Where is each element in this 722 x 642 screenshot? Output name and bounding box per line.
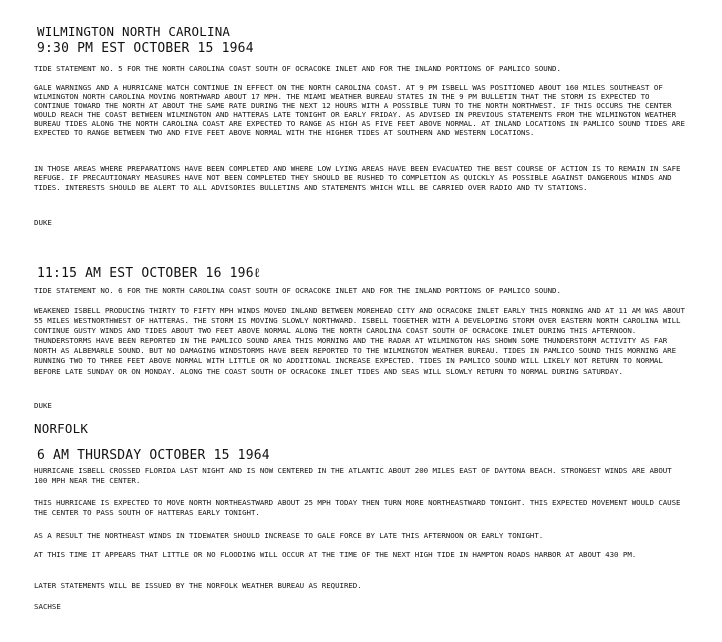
- norfolk-paragraph-4: AT THIS TIME IT APPEARS THAT LITTLE OR NO FLOODING WILL OCCUR AT THE TIME OF THE NEXT HIGH TIDE IN HAMPTON ROADS HARBOR AT ABOUT 430 PM.: [34, 550, 637, 559]
- bulletin-time-2: 11:15 AM EST OCTOBER 16 196ℓ: [37, 266, 261, 281]
- bulletin-time-1: 9:30 PM EST OCTOBER 15 1964: [37, 41, 254, 56]
- bulletin2-paragraph-1: WEAKENED ISBELL PRODUCING THIRTY TO FIFTY MPH WINDS MOVED INLAND BETWEEN MOREHEAD CITY AND OCRACOKE INLET EARLY THIS MORNING AND AT 11 AM WAS ABOUT 55 MILES WESTNORTHWEST OF HATTERAS. THE STORM IS MOVING SLOWLY NORTHWARD. ISBELL TOGETHER WITH A DEVELOPING STORM OVER EASTERN NORTH CAROLINA WILL CONTINUE GUSTY WINDS AND TIDES ABOUT TWO FEET ABOVE NORMAL ALONG THE NORTH CAROLINA COAST SOUTH OF OCRACOKE INLET DURING THIS AFTERNOON. THUNDERSTORMS HAVE BEEN REPORTED IN THE PAMLICO SOUND AREA THIS MORNING AND THE RADAR AT WILMINGTON HAS SHOWN SOME THUNDERSTORM ACTIVITY AS FAR NORTH AS ALBEMARLE SOUND. BUT NO DAMAGING WINDSTORMS HAVE BEEN REPORTED TO THE WILMINGTON WEATHER BUREAU. TIDES IN PAMLICO SOUND THIS MORNING ARE RUNNING TWO TO THREE FEET ABOVE NORMAL WITH LITTLE OR NO ADDITIONAL INCREASE EXPECTED. TIDES IN PAMLICO SOUND WILL LIKELY NOT RETURN TO NORMAL BEFORE LATE SUNDAY OR ON MONDAY. ALONG THE COAST SOUTH OF OCRACOKE INLET TIDES AND SEAS WILL SLOWLY RETURN TO NORMAL DURING SATURDAY.: [34, 306, 685, 376]
- bulletin1-paragraph-2: IN THOSE AREAS WHERE PREPARATIONS HAVE BEEN COMPLETED AND WHERE LOW LYING AREAS HAVE BEEN EVACUATED THE BEST COURSE OF ACTION IS TO REMAIN IN SAFE REFUGE. IF PRECAUTIONARY MEASURES HAVE NOT BEEN COMPLETED THEY SHOULD BE RUSHED TO COMPLETION AS QUICKLY AS POSSIBLE AGAINST DANGEROUS WINDS AND TIDES. INTERESTS SHOULD BE ALERT TO ALL ADVISORIES BULLETINS AND STATEMENTS WHICH WILL BE CARRIED OVER RADIO AND TV STATIONS.: [34, 164, 681, 192]
- norfolk-paragraph-1: HURRICANE ISBELL CROSSED FLORIDA LAST NIGHT AND IS NOW CENTERED IN THE ATLANTIC ABOUT 200 MILES EAST OF DAYTONA BEACH. STRONGEST WINDS ARE ABOUT 100 MPH NEAR THE CENTER.: [34, 466, 672, 485]
- location-heading-wilmington: WILMINGTON NORTH CAROLINA: [37, 24, 231, 39]
- bulletin-time-3: 6 AM THURSDAY OCTOBER 15 1964: [37, 448, 270, 463]
- tide-statement-heading-2: TIDE STATEMENT NO. 6 FOR THE NORTH CAROLINA COAST SOUTH OF OCRACOKE INLET AND FOR THE INLAND PORTIONS OF PAMLICO SOUND.: [34, 286, 561, 295]
- bulletin1-paragraph-1: GALE WARNINGS AND A HURRICANE WATCH CONTINUE IN EFFECT ON THE NORTH CAROLINA COAST. AT 9 PM ISBELL WAS POSITIONED ABOUT 160 MILES SOUTHEAST OF WILMINGTON NORTH CAROLINA MOVING NORTHWARD ABOUT 17 MPH. THE MIAMI WEATHER BUREAU STATES IN THE 9 PM BULLETIN THAT THE STORM IS EXPECTED TO CONTINUE TOWARD THE NORTH AT ABOUT THE SAME RATE DURING THE NEXT 12 HOURS WITH A POSSIBLE TURN TO THE NORTH NORTHWEST. IF THIS OCCURS THE CENTER WOULD REACH THE COAST BETWEEN WILMINGTON AND HATTERAS LATE TONIGHT OR EARLY FRIDAY. AS ADVISED IN PREVIOUS STATEMENTS FROM THE WILMINGTON WEATHER BUREAU TIDES ALONG THE NORTH CAROLINA COAST ARE EXPECTED TO RANGE AS HIGH AS FIVE FEET ABOVE NORMAL. AT INLAND LOCATIONS IN PAMLICO SOUND TIDES ARE EXPECTED TO RANGE BETWEEN TWO AND FIVE FEET ABOVE NORMAL WITH THE HIGHER TIDES AT SOUTHERN AND WESTERN LOCATIONS.: [34, 83, 685, 137]
- bulletin1-signature: DUKE: [34, 218, 52, 227]
- location-heading-norfolk: NORFOLK: [34, 421, 89, 436]
- norfolk-paragraph-5: LATER STATEMENTS WILL BE ISSUED BY THE NORFOLK WEATHER BUREAU AS REQUIRED.: [34, 581, 362, 590]
- tide-statement-heading-1: TIDE STATEMENT NO. 5 FOR THE NORTH CAROLINA COAST SOUTH OF OCRACOKE INLET AND FOR THE INLAND PORTIONS OF PAMLICO SOUND.: [34, 64, 561, 73]
- norfolk-paragraph-3: AS A RESULT THE NORTHEAST WINDS IN TIDEWATER SHOULD INCREASE TO GALE FORCE BY LATE THIS AFTERNOON OR EARLY TONIGHT.: [34, 531, 544, 540]
- bulletin2-signature: DUKE: [34, 401, 52, 410]
- norfolk-paragraph-2: THIS HURRICANE IS EXPECTED TO MOVE NORTH NORTHEASTWARD ABOUT 25 MPH TODAY THEN TURN MORE NORTHEASTWARD TONIGHT. THIS EXPECTED MOVEMENT WOULD CAUSE THE CENTER TO PASS SOUTH OF HATTERAS EARLY TONIGHT.: [34, 498, 681, 517]
- norfolk-signature: SACHSE: [34, 602, 61, 611]
